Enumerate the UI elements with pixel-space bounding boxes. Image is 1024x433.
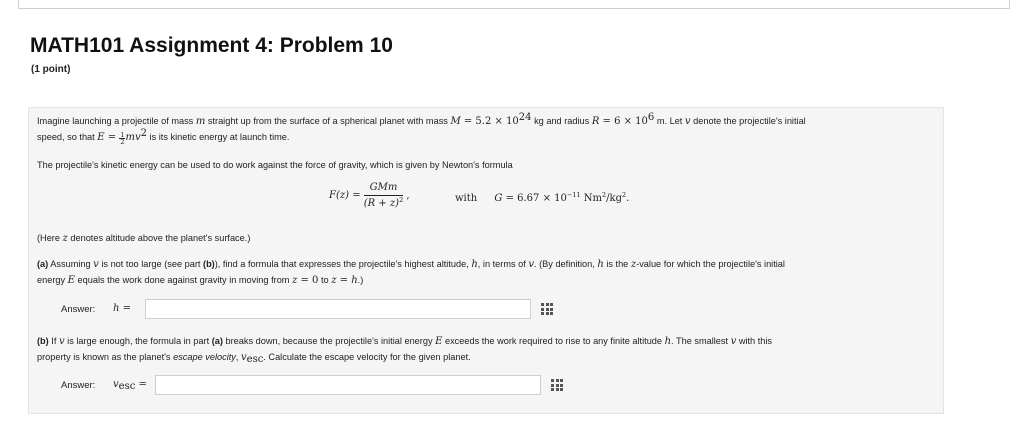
answer-a-label: Answer: — [61, 304, 96, 315]
formula-denominator — [364, 196, 403, 209]
text: is large enough, the formula in part — [64, 336, 212, 346]
answer-b-variable — [113, 379, 147, 390]
text: If — [48, 336, 59, 346]
text: exceeds the work required to rise to any finite altitude — [442, 336, 665, 346]
formula-comma: , — [403, 190, 410, 201]
math-units-exponent-2: 2 — [622, 191, 627, 199]
points-label: (1 point) — [31, 64, 71, 75]
text: is the — [603, 259, 631, 269]
math-h: h — [471, 259, 478, 270]
text: Assuming — [48, 259, 94, 269]
escape-velocity-term: escape velocity — [173, 352, 236, 362]
math-E: E — [435, 336, 443, 347]
math-h: h — [351, 275, 358, 286]
math-E: E — [67, 275, 75, 286]
math-period: . — [626, 193, 630, 204]
part-b-label: (b) — [37, 336, 49, 346]
math-v-esc: v — [241, 352, 247, 363]
text: denotes altitude above the planet's surface.) — [67, 233, 251, 243]
answer-a-input[interactable] — [145, 299, 531, 319]
math-M: M — [450, 116, 461, 127]
math-radius-value: = 6 × 10 — [599, 116, 648, 127]
math-esc-subscript: esc — [246, 354, 264, 365]
text: property is known as the planet's — [37, 352, 174, 362]
math-v: v — [730, 336, 737, 347]
text: speed, so that — [37, 132, 98, 142]
problem-panel — [28, 107, 944, 414]
answer-b-label: Answer: — [61, 380, 96, 391]
formula-with: with — [455, 193, 478, 204]
math-v: v — [58, 336, 65, 347]
intro-line-2 — [37, 130, 289, 145]
math-units-exponent-1: 2 — [602, 191, 607, 199]
newton-formula — [329, 182, 410, 209]
intro-line-1 — [37, 114, 806, 129]
math-radius-exponent: 6 — [647, 112, 655, 123]
fraction-numerator: 1 — [120, 131, 125, 139]
math-R: R — [591, 116, 600, 127]
text: denote the projectile's initial — [690, 116, 806, 126]
math-g-exponent: −11 — [566, 191, 581, 199]
formula-denominator-text: (R + z) — [363, 198, 400, 209]
text: .) — [357, 275, 364, 285]
math-mv: mv — [125, 132, 141, 143]
fraction-denominator: 2 — [120, 138, 125, 146]
part-a-reference: (a) — [211, 336, 223, 346]
text: energy — [37, 275, 68, 285]
math-E: E — [97, 132, 105, 143]
answer-a-variable: h = — [113, 303, 131, 314]
page-title: MATH101 Assignment 4: Problem 10 — [30, 34, 393, 57]
equation-editor-b-icon[interactable] — [549, 377, 565, 393]
formula-lhs: F(z) = — [329, 190, 364, 201]
part-a-line-2 — [37, 273, 363, 288]
math-z: z — [630, 259, 637, 270]
text: . (By definition, — [534, 259, 598, 269]
gravity-constant — [455, 193, 629, 204]
text: , in terms of — [477, 259, 529, 269]
math-mv-exponent: 2 — [140, 128, 147, 139]
part-b-line-2 — [37, 350, 471, 365]
text: (Here — [37, 233, 63, 243]
text: equals the work done against gravity in moving from — [74, 275, 293, 285]
math-equals: = — [135, 379, 147, 390]
text: breaks down, because the projectile's initial energy — [222, 336, 436, 346]
math-z: z — [62, 233, 68, 244]
text: kg and radius — [531, 116, 592, 126]
math-mass-value: = 5.2 × 10 — [460, 116, 519, 127]
answer-b-input[interactable] — [155, 375, 541, 395]
text: , — [235, 352, 242, 362]
math-G: G — [494, 193, 503, 204]
text: . Calculate the escape velocity for the given planet. — [263, 352, 471, 362]
part-b-line-1 — [37, 334, 772, 349]
text: to — [318, 275, 332, 285]
math-units-2: /kg — [606, 193, 622, 204]
math-g-value: = 6.67 × 10 — [502, 193, 567, 204]
math-z: z — [292, 275, 298, 286]
math-esc-subscript: esc — [118, 381, 136, 392]
text: is not too large (see part — [98, 259, 204, 269]
math-units: Nm — [580, 193, 603, 204]
text: -value for which the projectile's initial — [636, 259, 785, 269]
text: is its kinetic energy at launch time. — [147, 132, 290, 142]
math-h: h — [664, 336, 672, 347]
text: Imagine launching a projectile of mass — [37, 116, 196, 126]
altitude-note — [37, 231, 250, 246]
text: . The smallest — [671, 336, 731, 346]
gravity-text: The projectile's kinetic energy can be used to do work against the force of gravity, which is given by Newton's formula — [37, 160, 513, 170]
formula-fraction — [364, 182, 403, 209]
math-z: z — [331, 275, 337, 286]
text: ), find a formula that expresses the projectile's highest altitude, — [214, 259, 472, 269]
math-mass-exponent: 24 — [518, 112, 532, 123]
part-a-line-1 — [37, 257, 785, 272]
formula-denominator-exponent: 2 — [399, 196, 404, 204]
text: m. Let — [654, 116, 685, 126]
math-h: h — [597, 259, 604, 270]
top-frame — [18, 0, 1010, 9]
text: with this — [736, 336, 773, 346]
part-b-reference: (b) — [203, 259, 215, 269]
math-v: v — [93, 259, 99, 270]
math-v: v — [528, 259, 534, 270]
text: straight up from the surface of a spherical planet with mass — [205, 116, 451, 126]
math-m: m — [195, 116, 206, 127]
formula-numerator: GMm — [364, 182, 403, 196]
math-v-esc: v — [113, 379, 119, 390]
math-equals: = — [104, 132, 120, 143]
math-v: v — [684, 116, 691, 127]
part-a-label: (a) — [37, 259, 49, 269]
equation-editor-a-icon[interactable] — [539, 301, 555, 317]
math-equals: = — [336, 275, 352, 286]
math-eq-zero: = 0 — [297, 275, 319, 286]
